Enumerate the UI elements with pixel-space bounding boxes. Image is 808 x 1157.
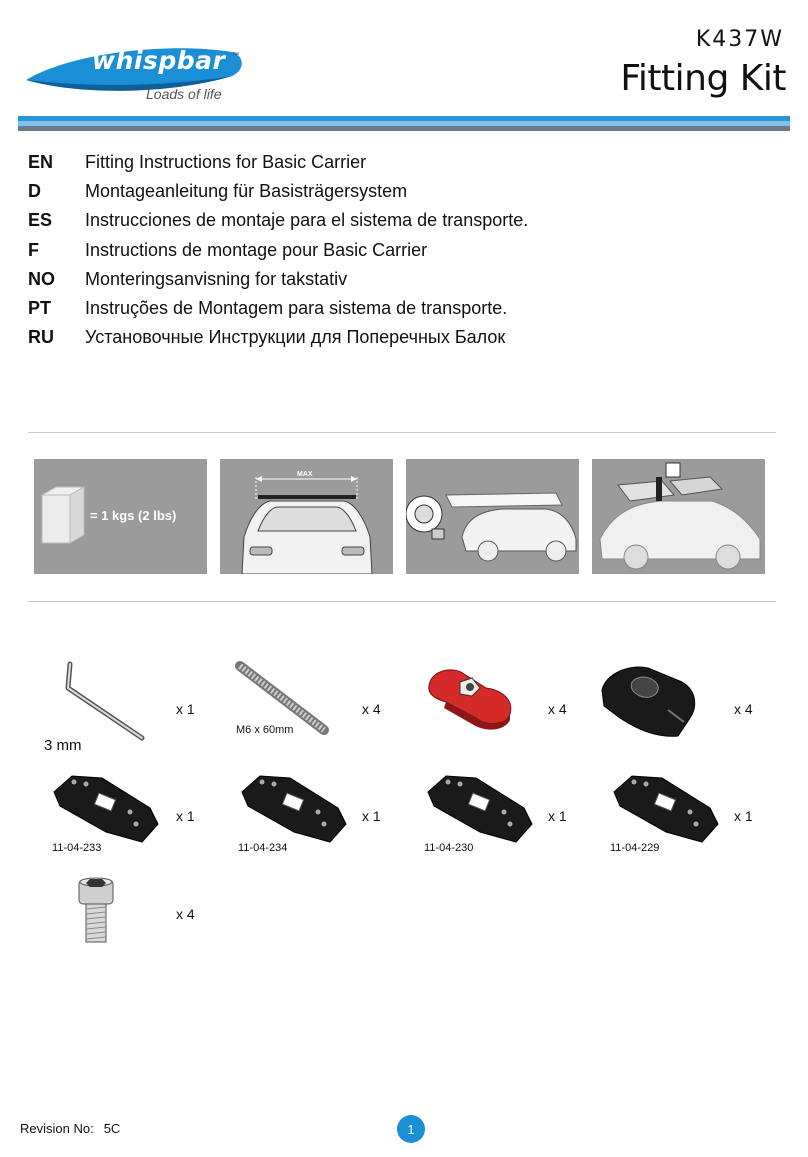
foot-cover-qty: x 4 [734,701,753,717]
pad-4-qty: x 1 [734,808,753,824]
language-title: Instruções de Montagem para sistema de transporte. [85,298,508,319]
pad-2-icon [238,772,348,844]
pad-3-qty: x 1 [548,808,567,824]
language-code: F [28,239,39,260]
bolt-icon [76,876,116,946]
bolt-qty: x 4 [176,906,195,922]
language-item [28,294,528,323]
max-width-panel [220,459,393,574]
language-item [28,323,528,352]
divider-top [28,432,776,433]
red-clamp-icon [424,660,518,730]
language-title: Fitting Instructions for Basic Carrier [85,152,367,173]
red-clamp-qty: x 4 [548,701,567,717]
divider-bottom [28,601,776,602]
allen-key-qty: x 1 [176,701,195,717]
pad-1-icon [50,772,160,844]
model-code: K437W [695,27,784,52]
max-label: MAX [297,471,313,478]
revision-value: 5C [103,1121,121,1136]
pad-4-icon [610,772,720,844]
language-title: Instrucciones de montaje para el sistema de transporte. [85,210,529,231]
language-title: Instructions de montage pour Basic Carrier [85,239,428,260]
trademark-mark: ™ [232,52,239,59]
pad-1-qty: x 1 [176,808,195,824]
language-item [28,177,528,206]
brand-tagline: Loads of life [146,86,222,102]
threaded-rod-qty: x 4 [362,701,381,717]
language-item [28,148,528,177]
pad-2-qty: x 1 [362,808,381,824]
language-code: PT [28,298,52,319]
language-code: NO [28,268,55,289]
language-code: RU [28,327,54,348]
language-item [28,236,528,265]
page-number-badge: 1 [397,1115,425,1143]
language-title: Установочные Инструкции для Поперечных Балок [85,327,506,348]
language-item [28,265,528,294]
pad-3-caption: 11-04-230 [424,842,474,854]
allen-key-icon [58,660,148,744]
threaded-rod-caption: M6 x 60mm [236,724,294,736]
car-load-icon [592,459,765,574]
strap-car-icon [406,459,579,574]
language-list [28,148,528,352]
language-item [28,206,528,235]
revision-label: Revision No: [20,1121,94,1136]
pad-4-caption: 11-04-229 [610,842,660,854]
pad-2-caption: 11-04-234 [238,842,288,854]
page-title: Fitting Kit [620,58,786,99]
pad-3-icon [424,772,534,844]
language-title: Monteringsanvisning for takstativ [85,268,348,289]
foot-cover-icon [598,660,702,740]
revision-info [20,1121,120,1136]
language-code: EN [28,152,54,173]
language-code: ES [28,210,53,231]
pad-1-caption: 11-04-233 [52,842,102,854]
brand-name: whispbar [92,46,226,75]
language-title: Montageanleitung für Basisträgersystem [85,181,408,202]
allen-key-caption: 3 mm [44,737,82,754]
strap-panel [406,459,579,574]
weight-label: = 1 kgs (2 lbs) [90,508,177,523]
header-rule [18,116,790,131]
load-panel [592,459,765,574]
language-code: D [28,181,41,202]
weight-panel [34,459,207,574]
